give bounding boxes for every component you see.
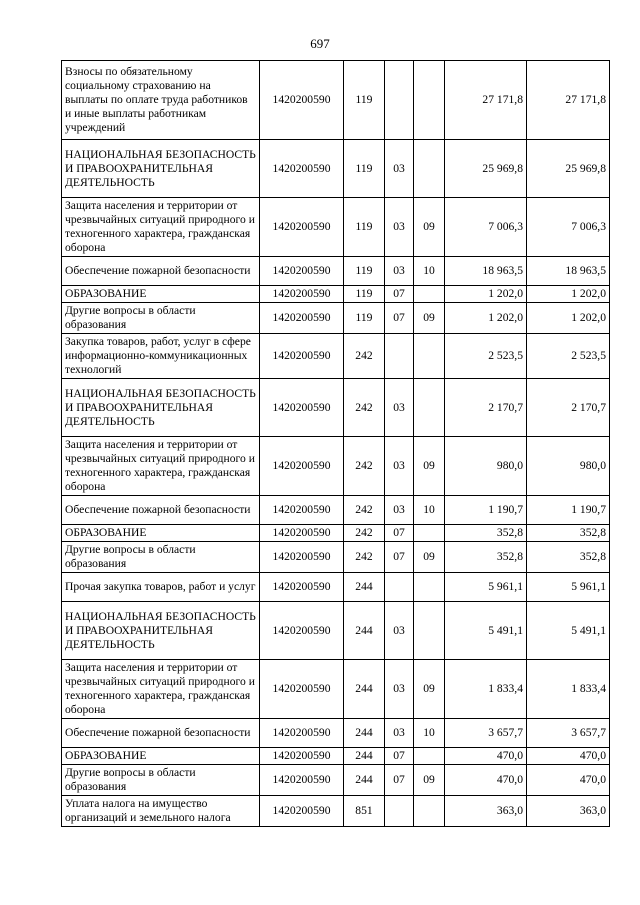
subsection-code: 10 <box>414 719 445 748</box>
amount-second: 1 202,0 <box>527 303 610 334</box>
section-code <box>385 796 414 827</box>
page-number: 697 <box>310 36 330 51</box>
subsection-code <box>414 796 445 827</box>
amount-total: 470,0 <box>445 765 527 796</box>
table-row <box>62 602 610 660</box>
amount-total: 27 171,8 <box>445 61 527 140</box>
target-article-code: 1420200590 <box>260 796 344 827</box>
table-row <box>62 286 610 303</box>
expense-type-code: 244 <box>344 719 385 748</box>
budget-item-name: ОБРАЗОВАНИЕ <box>62 286 260 303</box>
table-body <box>62 61 610 827</box>
section-code <box>385 61 414 140</box>
subsection-code: 10 <box>414 496 445 525</box>
target-article-code: 1420200590 <box>260 765 344 796</box>
expense-type-code: 242 <box>344 496 385 525</box>
target-article-code: 1420200590 <box>260 140 344 198</box>
amount-total: 363,0 <box>445 796 527 827</box>
subsection-code: 09 <box>414 765 445 796</box>
budget-item-name: НАЦИОНАЛЬНАЯ БЕЗОПАСНОСТЬ И ПРАВООХРАНИТЕЛЬНАЯ ДЕЯТЕЛЬНОСТЬ <box>62 140 260 198</box>
table-row <box>62 748 610 765</box>
section-code: 03 <box>385 257 414 286</box>
table-row <box>62 719 610 748</box>
section-code: 07 <box>385 765 414 796</box>
subsection-code <box>414 602 445 660</box>
table-row <box>62 379 610 437</box>
table-row <box>62 496 610 525</box>
expense-type-code: 119 <box>344 257 385 286</box>
amount-second: 25 969,8 <box>527 140 610 198</box>
subsection-code: 09 <box>414 198 445 257</box>
amount-second: 470,0 <box>527 748 610 765</box>
expense-type-code: 242 <box>344 542 385 573</box>
section-code: 03 <box>385 198 414 257</box>
subsection-code: 09 <box>414 660 445 719</box>
budget-item-name: Другие вопросы в области образования <box>62 765 260 796</box>
amount-total: 25 969,8 <box>445 140 527 198</box>
target-article-code: 1420200590 <box>260 437 344 496</box>
section-code: 03 <box>385 437 414 496</box>
expense-type-code: 242 <box>344 525 385 542</box>
section-code: 03 <box>385 379 414 437</box>
amount-second: 363,0 <box>527 796 610 827</box>
subsection-code: 10 <box>414 257 445 286</box>
amount-second: 2 523,5 <box>527 334 610 379</box>
section-code <box>385 573 414 602</box>
section-code: 03 <box>385 660 414 719</box>
budget-item-name: НАЦИОНАЛЬНАЯ БЕЗОПАСНОСТЬ И ПРАВООХРАНИТЕЛЬНАЯ ДЕЯТЕЛЬНОСТЬ <box>62 602 260 660</box>
target-article-code: 1420200590 <box>260 257 344 286</box>
target-article-code: 1420200590 <box>260 496 344 525</box>
amount-second: 352,8 <box>527 525 610 542</box>
amount-total: 2 523,5 <box>445 334 527 379</box>
amount-total: 1 190,7 <box>445 496 527 525</box>
budget-item-name: Уплата налога на имущество организаций и земельного налога <box>62 796 260 827</box>
amount-total: 2 170,7 <box>445 379 527 437</box>
amount-second: 5 491,1 <box>527 602 610 660</box>
target-article-code: 1420200590 <box>260 379 344 437</box>
budget-item-name: Обеспечение пожарной безопасности <box>62 719 260 748</box>
target-article-code: 1420200590 <box>260 660 344 719</box>
budget-item-name: Защита населения и территории от чрезвычайных ситуаций природного и техногенного характера, гражданская оборона <box>62 198 260 257</box>
amount-total: 1 202,0 <box>445 303 527 334</box>
budget-item-name: Защита населения и территории от чрезвычайных ситуаций природного и техногенного характера, гражданская оборона <box>62 437 260 496</box>
subsection-code: 09 <box>414 437 445 496</box>
table-row <box>62 437 610 496</box>
table-row <box>62 61 610 140</box>
section-code: 03 <box>385 140 414 198</box>
amount-total: 7 006,3 <box>445 198 527 257</box>
section-code: 07 <box>385 286 414 303</box>
budget-item-name: ОБРАЗОВАНИЕ <box>62 525 260 542</box>
amount-second: 470,0 <box>527 765 610 796</box>
target-article-code: 1420200590 <box>260 719 344 748</box>
section-code: 07 <box>385 748 414 765</box>
budget-item-name: Другие вопросы в области образования <box>62 542 260 573</box>
table-row <box>62 542 610 573</box>
budget-table <box>61 60 610 827</box>
amount-total: 1 833,4 <box>445 660 527 719</box>
subsection-code <box>414 573 445 602</box>
budget-item-name: Прочая закупка товаров, работ и услуг <box>62 573 260 602</box>
amount-second: 3 657,7 <box>527 719 610 748</box>
table-row <box>62 765 610 796</box>
table-row <box>62 334 610 379</box>
table-row <box>62 796 610 827</box>
amount-total: 3 657,7 <box>445 719 527 748</box>
expense-type-code: 119 <box>344 61 385 140</box>
budget-item-name: Закупка товаров, работ, услуг в сфере информационно-коммуникационных технологий <box>62 334 260 379</box>
subsection-code <box>414 379 445 437</box>
expense-type-code: 244 <box>344 660 385 719</box>
amount-total: 18 963,5 <box>445 257 527 286</box>
amount-second: 5 961,1 <box>527 573 610 602</box>
amount-total: 5 961,1 <box>445 573 527 602</box>
budget-item-name: Взносы по обязательному социальному страхованию на выплаты по оплате труда работников и иные выплаты работникам учреждений <box>62 61 260 140</box>
table-row <box>62 140 610 198</box>
expense-type-code: 242 <box>344 334 385 379</box>
target-article-code: 1420200590 <box>260 334 344 379</box>
target-article-code: 1420200590 <box>260 748 344 765</box>
expense-type-code: 244 <box>344 573 385 602</box>
expense-type-code: 851 <box>344 796 385 827</box>
subsection-code <box>414 286 445 303</box>
amount-second: 1 833,4 <box>527 660 610 719</box>
subsection-code <box>414 748 445 765</box>
expense-type-code: 242 <box>344 437 385 496</box>
section-code: 03 <box>385 496 414 525</box>
expense-type-code: 244 <box>344 602 385 660</box>
amount-second: 27 171,8 <box>527 61 610 140</box>
amount-total: 980,0 <box>445 437 527 496</box>
budget-item-name: НАЦИОНАЛЬНАЯ БЕЗОПАСНОСТЬ И ПРАВООХРАНИТЕЛЬНАЯ ДЕЯТЕЛЬНОСТЬ <box>62 379 260 437</box>
amount-total: 352,8 <box>445 542 527 573</box>
expense-type-code: 119 <box>344 140 385 198</box>
subsection-code: 09 <box>414 303 445 334</box>
table-row <box>62 660 610 719</box>
section-code: 03 <box>385 602 414 660</box>
table-row <box>62 257 610 286</box>
section-code: 03 <box>385 719 414 748</box>
subsection-code <box>414 525 445 542</box>
expense-type-code: 119 <box>344 303 385 334</box>
target-article-code: 1420200590 <box>260 286 344 303</box>
budget-item-name: Обеспечение пожарной безопасности <box>62 257 260 286</box>
target-article-code: 1420200590 <box>260 303 344 334</box>
target-article-code: 1420200590 <box>260 525 344 542</box>
table-row <box>62 303 610 334</box>
amount-total: 470,0 <box>445 748 527 765</box>
target-article-code: 1420200590 <box>260 198 344 257</box>
section-code <box>385 334 414 379</box>
subsection-code <box>414 334 445 379</box>
expense-type-code: 244 <box>344 748 385 765</box>
amount-total: 352,8 <box>445 525 527 542</box>
target-article-code: 1420200590 <box>260 61 344 140</box>
section-code: 07 <box>385 525 414 542</box>
amount-second: 1 190,7 <box>527 496 610 525</box>
subsection-code <box>414 61 445 140</box>
amount-total: 1 202,0 <box>445 286 527 303</box>
amount-second: 352,8 <box>527 542 610 573</box>
budget-item-name: ОБРАЗОВАНИЕ <box>62 748 260 765</box>
amount-second: 1 202,0 <box>527 286 610 303</box>
budget-item-name: Другие вопросы в области образования <box>62 303 260 334</box>
table-row <box>62 525 610 542</box>
amount-second: 7 006,3 <box>527 198 610 257</box>
amount-second: 18 963,5 <box>527 257 610 286</box>
budget-item-name: Защита населения и территории от чрезвычайных ситуаций природного и техногенного характера, гражданская оборона <box>62 660 260 719</box>
amount-total: 5 491,1 <box>445 602 527 660</box>
target-article-code: 1420200590 <box>260 602 344 660</box>
amount-second: 980,0 <box>527 437 610 496</box>
subsection-code <box>414 140 445 198</box>
expense-type-code: 119 <box>344 198 385 257</box>
expense-type-code: 119 <box>344 286 385 303</box>
table-row <box>62 198 610 257</box>
table-row <box>62 573 610 602</box>
section-code: 07 <box>385 542 414 573</box>
budget-item-name: Обеспечение пожарной безопасности <box>62 496 260 525</box>
target-article-code: 1420200590 <box>260 542 344 573</box>
section-code: 07 <box>385 303 414 334</box>
expense-type-code: 244 <box>344 765 385 796</box>
expense-type-code: 242 <box>344 379 385 437</box>
target-article-code: 1420200590 <box>260 573 344 602</box>
amount-second: 2 170,7 <box>527 379 610 437</box>
subsection-code: 09 <box>414 542 445 573</box>
